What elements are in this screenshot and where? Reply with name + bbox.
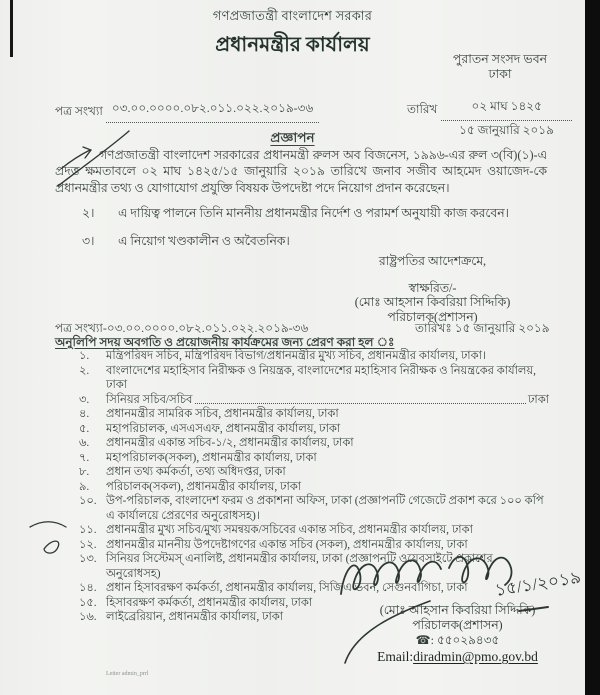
list-item: ৪. প্রধানমন্ত্রীর সামরিক সচিব, প্রধানমন্ত্রীর কার্যালয়, ঢাকা (79, 408, 339, 420)
clause-3-number: ৩। (82, 234, 95, 248)
signatory-name-bottom: (মোঃ আহসান কিবরিয়া সিদ্দিকি) (379, 603, 536, 617)
address-line2: ঢাকা (488, 67, 512, 81)
scan-black-edge-right (585, 0, 600, 695)
date-gregorian: ১৫ জানুয়ারি ২০১৯ (459, 123, 554, 137)
email-address: diradmin@pmo.gov.bd (413, 649, 538, 664)
notification-title: প্রজ্ঞাপন (270, 130, 315, 145)
list-item: ১২. প্রধানমন্ত্রীর মাননীয় উপদেষ্টাগণের একান্ত সচিব (সকল), প্রধানমন্ত্রীর কার্যালয়, ঢাকা (79, 538, 468, 551)
list-item: ৫. মহাপরিচালক, এসএসএফ, প্রধানমন্ত্রীর কার্যালয়, ঢাকা (79, 422, 341, 435)
handwritten-date: ১৫/১/২০১৯ (493, 567, 583, 600)
list-item: ৯. পরিচালক(সকল), প্রধানমন্ত্রীর কার্যালয়, ঢাকা (79, 480, 302, 493)
office-name: প্রধানমন্ত্রীর কার্যালয় (215, 34, 370, 56)
date-row-2: তারিখঃ ১৫ জানুয়ারি ২০১৯ (415, 321, 550, 335)
list-item: ১. মন্ত্রিপরিষদ সচিব, মন্ত্রিপরিষদ বিভাগ/প্রধানমন্ত্রীর মুখ্য সচিব, প্রধানমন্ত্রীর কার্যালয়, ঢাকা। (79, 350, 486, 362)
email-line (340, 649, 575, 664)
date-bangla: ০২ মাঘ ১৪২৫ (441, 98, 572, 121)
list-item: ১১. প্রধানমন্ত্রীর মুখ্য সচিব/মুখ্য সমন্বয়ক/সচিবের একান্ত সচিব, প্রধানমন্ত্রীর কার্যালয়, ঢাকা (79, 524, 473, 536)
memo-number-value: ০৩.০০.০০০০.০৮২.০১১.০২২.২০১৯-৩৬ (106, 100, 319, 123)
clause-2 (82, 205, 552, 225)
clause-3-text: এ নিয়োগ খণ্ডকালীন ও অবৈতনিক। (118, 234, 290, 248)
dotted-leader (195, 393, 526, 405)
clause-3 (82, 233, 552, 253)
clause-2-text: এ দায়িত্ব পালনে তিনি মাননীয় প্রধানমন্ত্রীর নির্দেশ ও পরামর্শ অনুযায়ী কাজ করবেন। (118, 206, 509, 220)
date-label: তারিখ (407, 102, 438, 116)
list-item: ৩. সিনিয়র সচিব/সচিব ঢাকা (79, 393, 549, 406)
list-item: ৭. মহাপরিচালক(সকল), প্রধানমন্ত্রীর কার্যালয়, ঢাকা (79, 451, 317, 464)
phone-line: ☎: ৫৫০২৯৪৩৫ (415, 633, 500, 647)
body-paragraph: গণপ্রজাতন্ত্রী বাংলাদেশ সরকারের প্রধানমন্ত্রী রুলস অব বিজনেস, ১৯৯৬-এর রুল ৩(বি)(১)-এ প্রদত্ত ক্ষমতাবলে ০২ মাঘ ১৪২৫/১৫ জানুয়ারি ২০১৯ তারিখে জনাব সজীব আহমেদ ওয়াজেদ-কে প্রধানমন্ত্রীর তথ্য ও যোগাযোগ প্রযুক্তি বিষয়ক উপদেষ্টা পদে নিয়োগ প্রদান করেছেন। (55, 148, 547, 195)
print-footer-note: Letter admin_prrl (106, 671, 149, 677)
list-item: ১৪. প্রধান হিসাবরক্ষণ কর্মকর্তা, প্রধানমন্ত্রীর কার্যালয়, সিজিএ ভবন, সেগুনবাগিচা, ঢাকা (79, 582, 468, 594)
list-item: ৬. প্রধানমন্ত্রীর একান্ত সচিব-১/২, প্রধানমন্ত্রীর কার্যালয়, ঢাকা (79, 437, 354, 449)
phone-number: ৫৫০২৯৪৩৫ (436, 633, 500, 647)
list-item: ১৩. সিনিয়র সিস্টেমস্ এনালিষ্ট, প্রধানমন্ত্রীর কার্যালয়, ঢাকা (প্রজ্ঞাপনটি ওয়েবসাইটে প্রকাশের অনুরোধসহ) (79, 553, 493, 580)
signed-text: স্বাক্ষরিত/- (408, 280, 457, 295)
clause-2-number: ২। (82, 206, 95, 220)
by-order-text: রাষ্ট্রপতির আদেশক্রমে, (378, 254, 487, 268)
distribution-list (55, 349, 549, 625)
office-address (440, 52, 560, 82)
email-label: Email: (377, 649, 414, 664)
distribution-heading: অনুলিপি সদয় অবগতি ও প্রয়োজনীয় কার্যক্রমের জন্য প্রেরণ করা হল ঃ (55, 335, 395, 349)
signatory-name: (মোঃ আহসান কিবরিয়া সিদ্দিকি) (354, 295, 511, 309)
signatory-designation: পরিচালক(প্রশাসন) (387, 309, 478, 324)
memo-number-label: পত্র সংখ্যা (55, 104, 103, 118)
address-line1: পুরাতন সংসদ ভবন (452, 52, 548, 66)
phone-icon: ☎ (415, 633, 431, 647)
memo-number-row-2: পত্র সংখ্যা-০৩.০০.০০০০.০৮২.০১১.০২২.২০১৯-৩৬ (55, 321, 309, 335)
memo-number-row (55, 100, 319, 123)
list-item: ১৫. হিসাবরক্ষণ কর্মকর্তা, প্রধানমন্ত্রীর কার্যালয়, ঢাকা (79, 596, 313, 609)
order-block (330, 254, 535, 324)
list-item: ১৬. লাইব্রেরিয়ান, প্রধানমন্ত্রীর কার্যালয়, ঢাকা (79, 611, 284, 623)
list-item: ৮. প্রধান তথ্য কর্মকর্তা, তথ্য অধিদপ্তর, ঢাকা (79, 466, 286, 478)
list-item: ২. বাংলাদেশের মহাহিসাব নিরীক্ষক ও নিয়ন্ত্রক, বাংলাদেশের মহাহিসাব নিরীক্ষক ও নিয়ন্ত্রকের কার্যালয়, ঢাকা (79, 364, 536, 391)
signatory-designation-bottom: পরিচালক(প্রশাসন) (412, 618, 503, 632)
government-name: গণপ্রজাতন্ত্রী বাংলাদেশ সরকার (212, 8, 373, 23)
list-item: ১০. উপ-পরিচালক, বাংলাদেশ ফরম ও প্রকাশনা অফিস, ঢাকা (প্রজ্ঞাপনটি গেজেটে প্রকাশ করে ১০০ কপি এ কার্যালয়ে প্রেরণের অনুরোধসহ)। (79, 495, 544, 522)
signature-block (340, 603, 575, 664)
